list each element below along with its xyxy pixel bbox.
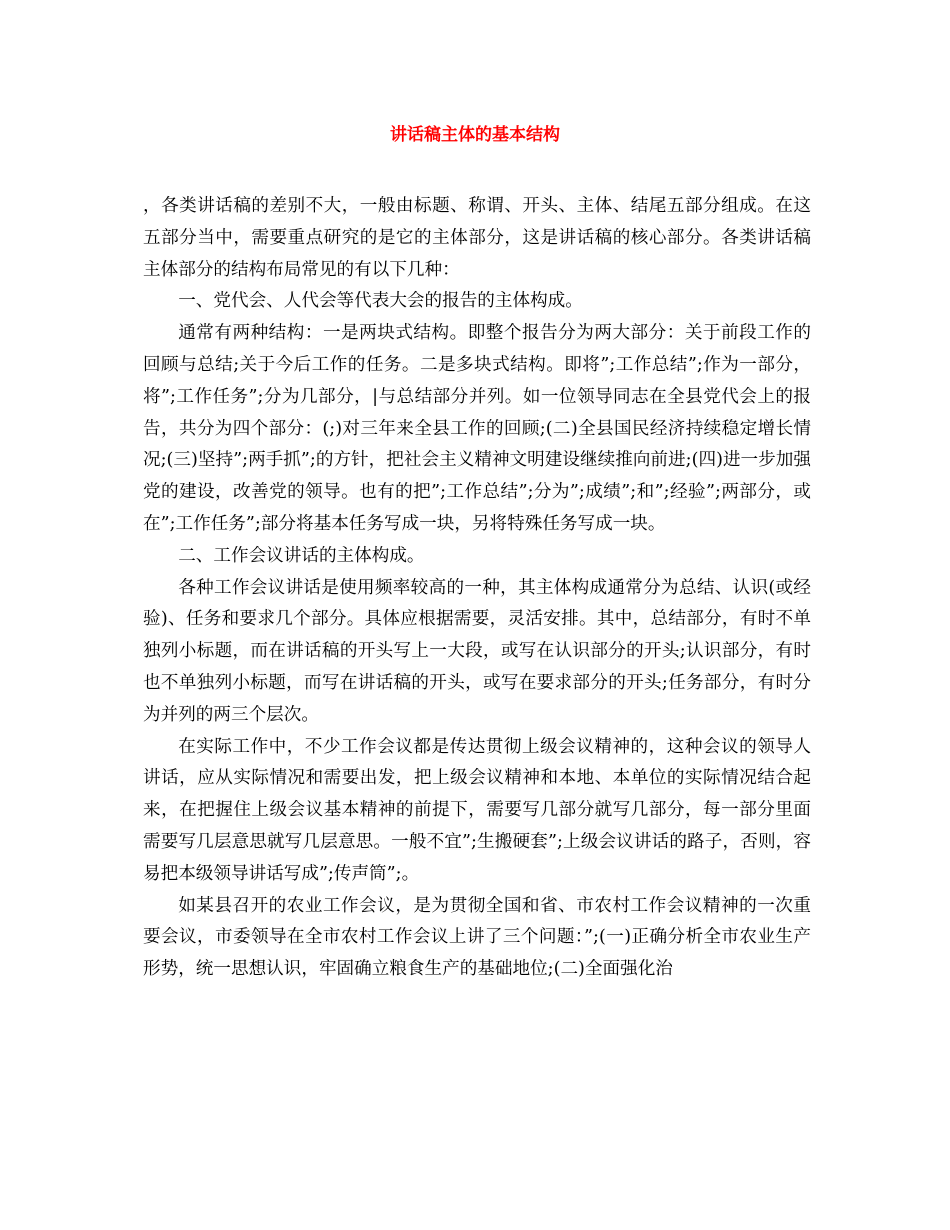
paragraph-intro: ，各类讲话稿的差别不大，一般由标题、称谓、开头、主体、结尾五部分组成。在这五部分当中，需要重点研究的是它的主体部分，这是讲话稿的核心部分。各类讲话稿主体部分的结构布局常见的有以下几种：	[143, 196, 811, 280]
document-body	[143, 191, 811, 986]
paragraph-congress-report-structure: 通常有两种结构：一是两块式结构。即整个报告分为两大部分：关于前段工作的回顾与总结;关于今后工作的任务。二是多块式结构。即将”;工作总结”;作为一部分，将”;工作任务”;分为几部分，|与总结部分并列。如一位领导同志在全县党代会上的报告，共分为四个部分：(;)对三年来全县工作的回顾;(二)全县国民经济持续稳定增长情况;(三)坚持”;两手抓”;的方针，把社会主义精神文明建设继续推向前进;(四)进一步加强党的建设，改善党的领导。也有的把”;工作总结”;分为”;成绩”;和”;经验”;两部分，或在”;工作任务”;部分将基本任务写成一块，另将特殊任务写成一块。	[143, 323, 811, 534]
paragraph-practical-work: 在实际工作中，不少工作会议都是传达贯彻上级会议精神的，这种会议的领导人讲话，应从实际情况和需要出发，把上级会议精神和本地、本单位的实际情况结合起来，在把握住上级会议基本精神的前提下，需要写几部分就写几部分，每一部分里面需要写几层意思就写几层意思。一般不宜”;生搬硬套”;上级会议讲话的路子，否则，容易把本级领导讲话写成”;传声筒”;。	[143, 736, 811, 884]
section-heading-congress-report: 一、党代会、人代会等代表大会的报告的主体构成。	[178, 291, 583, 312]
paragraph-county-example: 如某县召开的农业工作会议，是为贯彻全国和省、市农村工作会议精神的一次重要会议，市委领导在全市农村工作会议上讲了三个问题：”;(一)正确分析全市农业生产形势，统一思想认识，牢固确立粮食生产的基础地位;(二)全面强化治	[143, 895, 811, 980]
section-heading-work-meeting: 二、工作会议讲话的主体构成。	[178, 545, 425, 566]
paragraph-work-meeting-structure: 各种工作会议讲话是使用频率较高的一种，其主体构成通常分为总结、认识(或经验)、任务和要求几个部分。具体应根据需要，灵活安排。其中，总结部分，有时不单独列小标题，而在讲话稿的开头写上一大段，或写在认识部分的开头;认识部分，有时也不单独列小标题，而写在讲话稿的开头，或写在要求部分的开头;任务部分，有时分为并列的两三个层次。	[143, 577, 811, 725]
document-title: 讲话稿主体的基本结构	[390, 125, 560, 145]
